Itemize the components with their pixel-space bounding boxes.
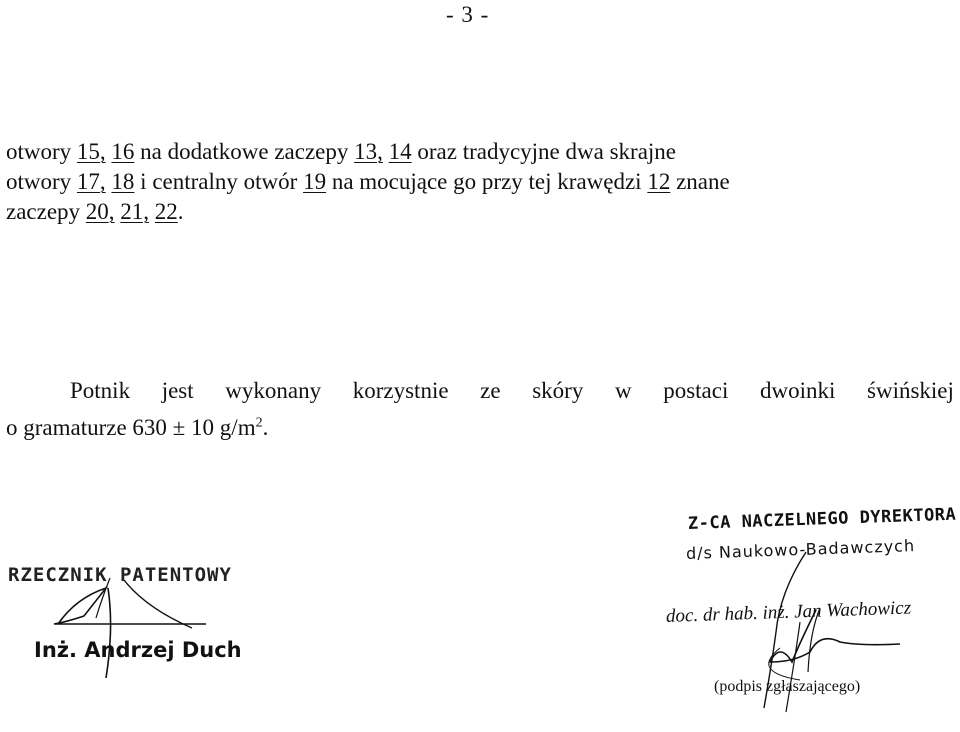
reference-number: 17, (76, 169, 106, 194)
word: dodatkowe (167, 139, 269, 164)
period: . (177, 199, 184, 224)
word: dwa (565, 139, 604, 164)
paragraph-line-1 (6, 137, 954, 167)
word: skóry (532, 378, 584, 403)
page-number: - 3 - (446, 2, 490, 27)
word: otwór (243, 169, 298, 194)
reference-number: 16 (111, 139, 135, 164)
period: . (262, 415, 269, 440)
reference-number: 22 (154, 199, 178, 224)
word: ze (480, 378, 501, 403)
signature-scribble (660, 512, 960, 732)
word: krawędzi (557, 169, 642, 194)
word: skrajne (609, 139, 677, 164)
word: i (140, 169, 147, 194)
word: oraz (417, 139, 457, 164)
word: na (140, 139, 162, 164)
reference-number: 20, (85, 199, 115, 224)
reference-number: 15, (76, 139, 106, 164)
word: tej (528, 169, 552, 194)
word: zaczepy (274, 139, 349, 164)
reference-number: 19 (303, 169, 327, 194)
stamp-line-title: Z-CA NACZELNEGO DYREKTORA (687, 504, 957, 534)
paragraph-material (6, 376, 954, 443)
paragraph-line-1 (6, 376, 954, 406)
paragraph-holes (6, 137, 954, 227)
stamp-name: Inż. Andrzej Duch (34, 638, 242, 662)
stamp-line-name: doc. dr hab. inż. Jan Wachowicz (665, 597, 912, 627)
word: w (614, 378, 632, 403)
reference-number: 12 (647, 169, 671, 194)
word: na (331, 169, 354, 194)
word: otwory (6, 139, 72, 164)
word: go (453, 169, 477, 194)
superscript: 2 (255, 415, 263, 431)
reference-number: 21, (120, 199, 150, 224)
word: zaczepy (6, 199, 81, 224)
word: centralny (152, 169, 238, 194)
word: wykonany (225, 378, 322, 403)
word: tradycyjne (462, 139, 560, 164)
word: korzystnie (352, 378, 449, 403)
reference-number: 14 (388, 139, 412, 164)
paragraph-line-2 (6, 167, 954, 197)
director-stamp (660, 504, 960, 712)
stamp-line-department: d/s Naukowo-Badawczych (685, 536, 916, 563)
reference-number: 13, (354, 139, 383, 164)
paragraph-line-2 (6, 413, 954, 443)
stamp-title: RZECZNIK PATENTOWY (8, 564, 232, 586)
word: przy (481, 169, 523, 194)
word: Potnik (70, 378, 131, 403)
paragraph-line-3 (6, 197, 954, 227)
word: dwoinki (760, 378, 836, 403)
word: postaci (663, 378, 729, 403)
word: mocujące (359, 169, 448, 194)
signature-caption: (podpis zgłaszającego) (714, 678, 861, 695)
word: znane (676, 169, 730, 194)
patent-attorney-stamp (6, 558, 266, 678)
word: świńskiej (867, 378, 954, 403)
grammage-text: o gramaturze 630 ± 10 g/m (6, 415, 256, 440)
word: jest (161, 378, 194, 403)
signature-scribble (6, 558, 266, 678)
reference-number: 18 (111, 169, 135, 194)
word: otwory (6, 169, 72, 194)
